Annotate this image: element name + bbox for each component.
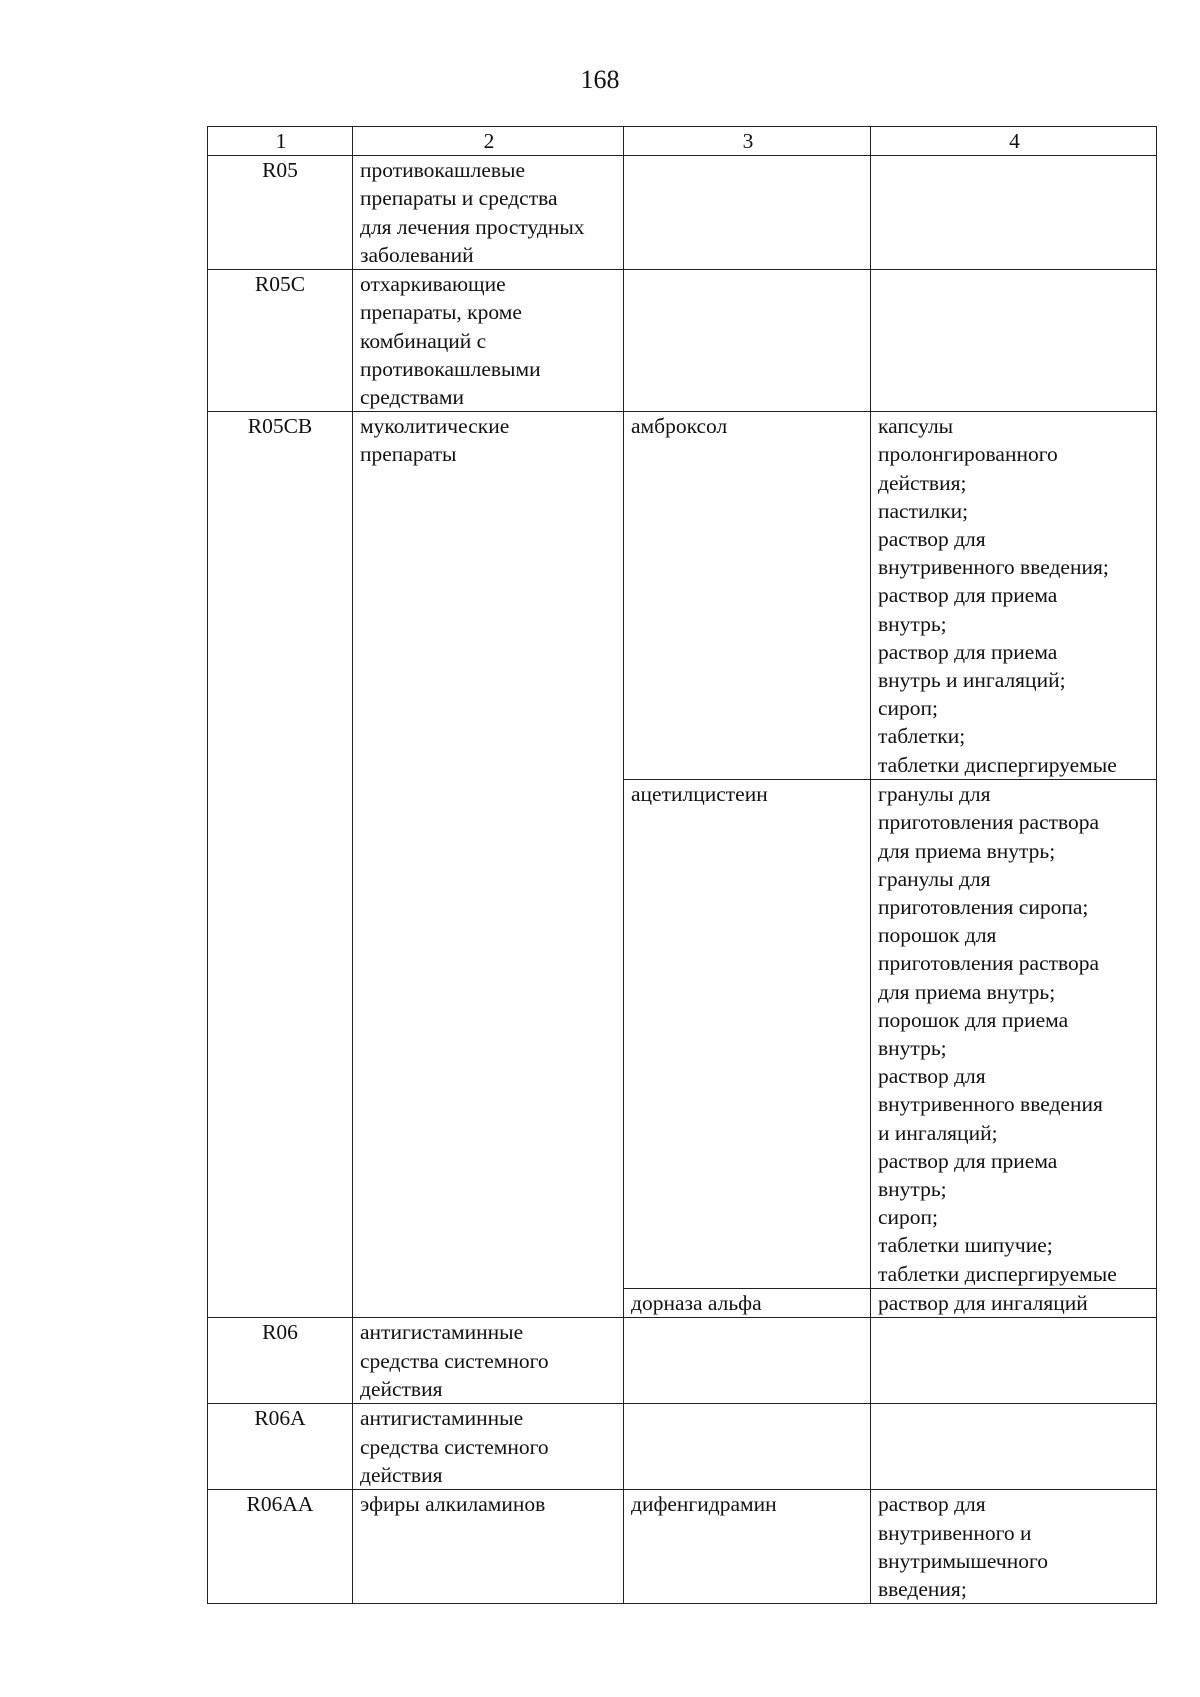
group-name-cell: отхаркивающие препараты, кроме комбинаций с противокашлевыми средствами [353,270,624,412]
atc-code-cell: R05CB [208,412,353,1318]
page-number: 168 [580,65,620,94]
substance-cell [624,156,871,270]
substance-cell: дифенгидрамин [624,1490,871,1604]
substance-cell [624,1404,871,1490]
dosage-forms-cell: капсулы пролонгированного действия; пастилки; раствор для внутривенного введения; раствор для приема внутрь; раствор для приема внутрь и ингаляций; сироп; таблетки; таблетки диспергируемые [871,412,1157,780]
dosage-forms-cell [871,1318,1157,1404]
atc-code-cell: R06 [208,1318,353,1404]
table-row [208,1404,1157,1490]
atc-code-cell: R05C [208,270,353,412]
dosage-forms-cell: раствор для внутривенного и внутримышечного введения; [871,1490,1157,1604]
column-header-1: 1 [208,127,353,156]
dosage-forms-cell [871,156,1157,270]
table-header-row [208,127,1157,156]
column-header-2: 2 [353,127,624,156]
column-header-3: 3 [624,127,871,156]
table-row [208,412,1157,780]
dosage-forms-cell [871,270,1157,412]
dosage-forms-cell: раствор для ингаляций [871,1289,1157,1318]
atc-code-cell: R06A [208,1404,353,1490]
group-name-cell: антигистаминные средства системного действия [353,1318,624,1404]
group-name-cell: муколитические препараты [353,412,624,1318]
table-row [208,156,1157,270]
dosage-forms-cell: гранулы для приготовления раствора для приема внутрь; гранулы для приготовления сиропа; порошок для приготовления раствора для приема внутрь; порошок для приема внутрь; раствор для внутривенного введения и ингаляций; раствор для приема внутрь; сироп; таблетки шипучие; таблетки диспергируемые [871,780,1157,1289]
substance-cell: ацетилцистеин [624,780,871,1289]
substance-cell: дорназа альфа [624,1289,871,1318]
group-name-cell: противокашлевые препараты и средства для лечения простудных заболеваний [353,156,624,270]
group-name-cell: антигистаминные средства системного действия [353,1404,624,1490]
table-row [208,270,1157,412]
table-row [208,1490,1157,1604]
drug-table [207,126,1157,1604]
atc-code-cell: R06AA [208,1490,353,1604]
substance-cell [624,270,871,412]
dosage-forms-cell [871,1404,1157,1490]
atc-code-cell: R05 [208,156,353,270]
substance-cell [624,1318,871,1404]
substance-cell: амброксол [624,412,871,780]
table-row [208,1318,1157,1404]
column-header-4: 4 [871,127,1157,156]
group-name-cell: эфиры алкиламинов [353,1490,624,1604]
